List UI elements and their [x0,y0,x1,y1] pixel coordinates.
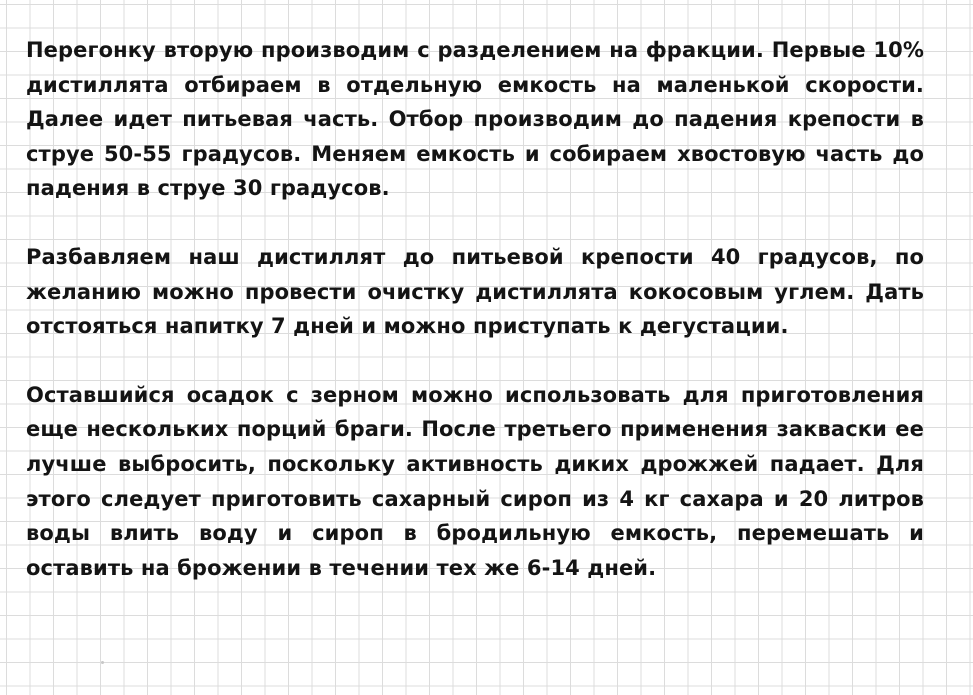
paragraph-dilution: Разбавляем наш дистиллят до питьевой крепости 40 градусов, по желанию можно провести очистку дистиллята кокосовым углем. Дать отстояться напитку 7 дней и можно приступать к дегустации. [26,244,924,339]
paragraph-sediment-reuse: Оставшийся осадок с зерном можно использовать для приготовления еще нескольких порций браги. После третьего применения закваски ее лучше выбросить, поскольку активность диких дрожжей падает. Для этого следует приготовить сахарный сироп из 4 кг сахара и 20 литров воды влить воду и сироп в бродильную емкость, перемешать и оставить на брожении в течении тех же 6-14 дней. [26,382,924,580]
document-body [26,33,924,585]
paper-speck [101,661,104,664]
paragraph-second-distillation: Перегонку вторую производим с разделением на фракции. Первые 10% дистиллята отбираем в отдельную емкость на маленькой скорости. Далее идет питьевая часть. Отбор производим до падения крепости в струе 50-55 градусов. Меняем емкость и собираем хвостовую часть до падения в струе 30 градусов. [26,38,924,201]
